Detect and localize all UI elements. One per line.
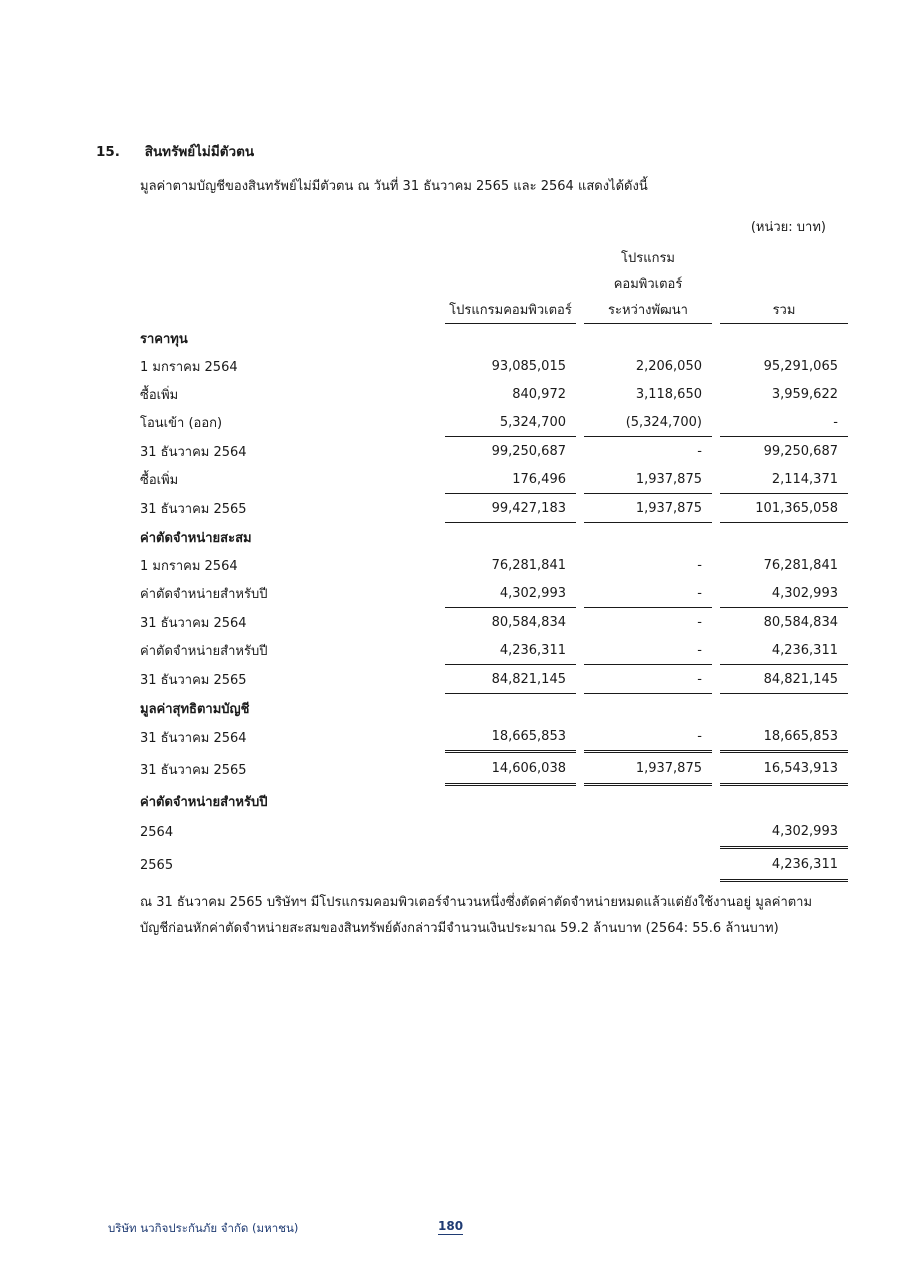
page-number: 180 xyxy=(438,1219,464,1233)
header-row xyxy=(140,242,848,268)
cell-c2: 1,937,875 xyxy=(584,465,712,494)
row-label: 31 ธันวาคม 2565 xyxy=(140,673,247,688)
cell-c3: 4,236,311 xyxy=(720,849,848,882)
note-paragraph xyxy=(140,890,830,942)
cell-c1: 14,606,038 xyxy=(445,753,576,786)
table-row xyxy=(140,579,848,608)
header-col2-line3: ระหว่างพัฒนา xyxy=(584,294,712,324)
table-row xyxy=(140,494,848,523)
cell-c1: 93,085,015 xyxy=(491,358,566,374)
cell-c1: 840,972 xyxy=(512,386,566,402)
section-number: 15. xyxy=(96,144,120,160)
cell-c3: - xyxy=(720,408,848,437)
cell-c3: 4,302,993 xyxy=(720,816,848,849)
cell-c2: - xyxy=(697,443,702,459)
cell-c1: 176,496 xyxy=(445,465,576,494)
cell-c3: 76,281,841 xyxy=(763,557,838,573)
row-label: 31 ธันวาคม 2565 xyxy=(140,502,247,517)
section-row xyxy=(140,694,848,722)
cell-c3: 99,250,687 xyxy=(763,443,838,459)
cell-c3: 18,665,853 xyxy=(720,722,848,753)
cell-c1: 76,281,841 xyxy=(491,557,566,573)
section-row xyxy=(140,786,848,816)
section-title-annual: ค่าตัดจำหน่ายสำหรับปี xyxy=(140,794,268,810)
table-row xyxy=(140,352,848,380)
cell-c2: 3,118,650 xyxy=(635,386,702,402)
intangible-assets-table xyxy=(140,242,848,882)
cell-c2: - xyxy=(584,722,712,753)
row-label: ค่าตัดจำหน่ายสำหรับปี xyxy=(140,587,268,602)
cell-c2: - xyxy=(584,636,712,665)
footer-company: บริษัท นวกิจประกันภัย จำกัด (มหาชน) xyxy=(108,1221,299,1235)
row-label: โอนเข้า (ออก) xyxy=(140,416,223,431)
section-title: สินทรัพย์ไม่มีตัวตน xyxy=(144,144,255,160)
row-label: 31 ธันวาคม 2565 xyxy=(140,763,247,778)
cell-c3: 95,291,065 xyxy=(763,358,838,374)
section-title-cost: ราคาทุน xyxy=(140,331,188,347)
cell-c3: 84,821,145 xyxy=(720,665,848,694)
table-row xyxy=(140,408,848,437)
header-row xyxy=(140,294,848,324)
header-col3: รวม xyxy=(720,294,848,324)
cell-c1: 84,821,145 xyxy=(445,665,576,694)
row-label: 2565 xyxy=(140,858,174,873)
note-line: ณ 31 ธันวาคม 2565 บริษัทฯ มีโปรแกรมคอมพิวเตอร์จำนวนหนึ่งซึ่งตัดค่าตัดจำหน่ายหมดแล้วแต่ยังใช้งานอยู่ มูลค่าตาม xyxy=(140,895,813,910)
cell-c3: 4,302,993 xyxy=(720,579,848,608)
table-row xyxy=(140,753,848,786)
section-title-nbv: มูลค่าสุทธิตามบัญชี xyxy=(140,701,250,717)
cell-c3: 101,365,058 xyxy=(720,494,848,523)
cell-c3: 80,584,834 xyxy=(763,614,838,630)
table-row xyxy=(140,722,848,753)
row-label: 1 มกราคม 2564 xyxy=(140,359,238,375)
cell-c1: 18,665,853 xyxy=(445,722,576,753)
header-col2-line2: คอมพิวเตอร์ xyxy=(613,277,683,292)
row-label: 31 ธันวาคม 2564 xyxy=(140,731,247,746)
header-row xyxy=(140,268,848,294)
cell-c3: 4,236,311 xyxy=(720,636,848,665)
table-row xyxy=(140,665,848,694)
cell-c1: 4,236,311 xyxy=(445,636,576,665)
cell-c1: 80,584,834 xyxy=(491,614,566,630)
row-label: 31 ธันวาคม 2564 xyxy=(140,615,247,631)
note-line: บัญชีก่อนหักค่าตัดจำหน่ายสะสมของสินทรัพย์ดังกล่าวมีจำนวนเงินประมาณ 59.2 ล้านบาท (2564: 55.6 ล้านบาท) xyxy=(140,921,779,936)
cell-c2: 1,937,875 xyxy=(584,494,712,523)
header-col1: โปรแกรมคอมพิวเตอร์ xyxy=(445,294,576,324)
cell-c3: 3,959,622 xyxy=(771,386,838,402)
cell-c2: (5,324,700) xyxy=(584,408,712,437)
header-col2-line1: โปรแกรม xyxy=(620,251,676,266)
section-row xyxy=(140,324,848,352)
table-row xyxy=(140,437,848,465)
cell-c3: 16,543,913 xyxy=(720,753,848,786)
cell-c1: 99,427,183 xyxy=(445,494,576,523)
cell-c2: 2,206,050 xyxy=(635,358,702,374)
table-row xyxy=(140,608,848,636)
intro-text: มูลค่าตามบัญชีของสินทรัพย์ไม่มีตัวตน ณ วันที่ 31 ธันวาคม 2565 และ 2564 แสดงได้ดังนี้ xyxy=(140,179,648,194)
cell-c2: - xyxy=(697,557,702,573)
section-title-amort: ค่าตัดจำหน่ายสะสม xyxy=(140,530,252,546)
table-row xyxy=(140,816,848,849)
section-heading xyxy=(96,140,254,162)
cell-c2: - xyxy=(584,579,712,608)
cell-c2: - xyxy=(584,665,712,694)
cell-c1: 4,302,993 xyxy=(445,579,576,608)
section-row xyxy=(140,523,848,551)
cell-c2: - xyxy=(697,614,702,630)
row-label: 31 ธันวาคม 2564 xyxy=(140,444,247,460)
table-row xyxy=(140,551,848,579)
unit-label: (หน่วย: บาท) xyxy=(750,220,826,235)
row-label: ค่าตัดจำหน่ายสำหรับปี xyxy=(140,644,268,659)
table-row xyxy=(140,849,848,882)
table-row xyxy=(140,636,848,665)
table-row xyxy=(140,465,848,494)
row-label: 1 มกราคม 2564 xyxy=(140,558,238,574)
cell-c1: 99,250,687 xyxy=(491,443,566,459)
row-label: 2564 xyxy=(140,825,174,840)
cell-c1: 5,324,700 xyxy=(445,408,576,437)
cell-c2: 1,937,875 xyxy=(584,753,712,786)
table-row xyxy=(140,380,848,408)
row-label: ซื้อเพิ่ม xyxy=(140,387,179,403)
cell-c3: 2,114,371 xyxy=(720,465,848,494)
row-label: ซื้อเพิ่ม xyxy=(140,473,179,488)
